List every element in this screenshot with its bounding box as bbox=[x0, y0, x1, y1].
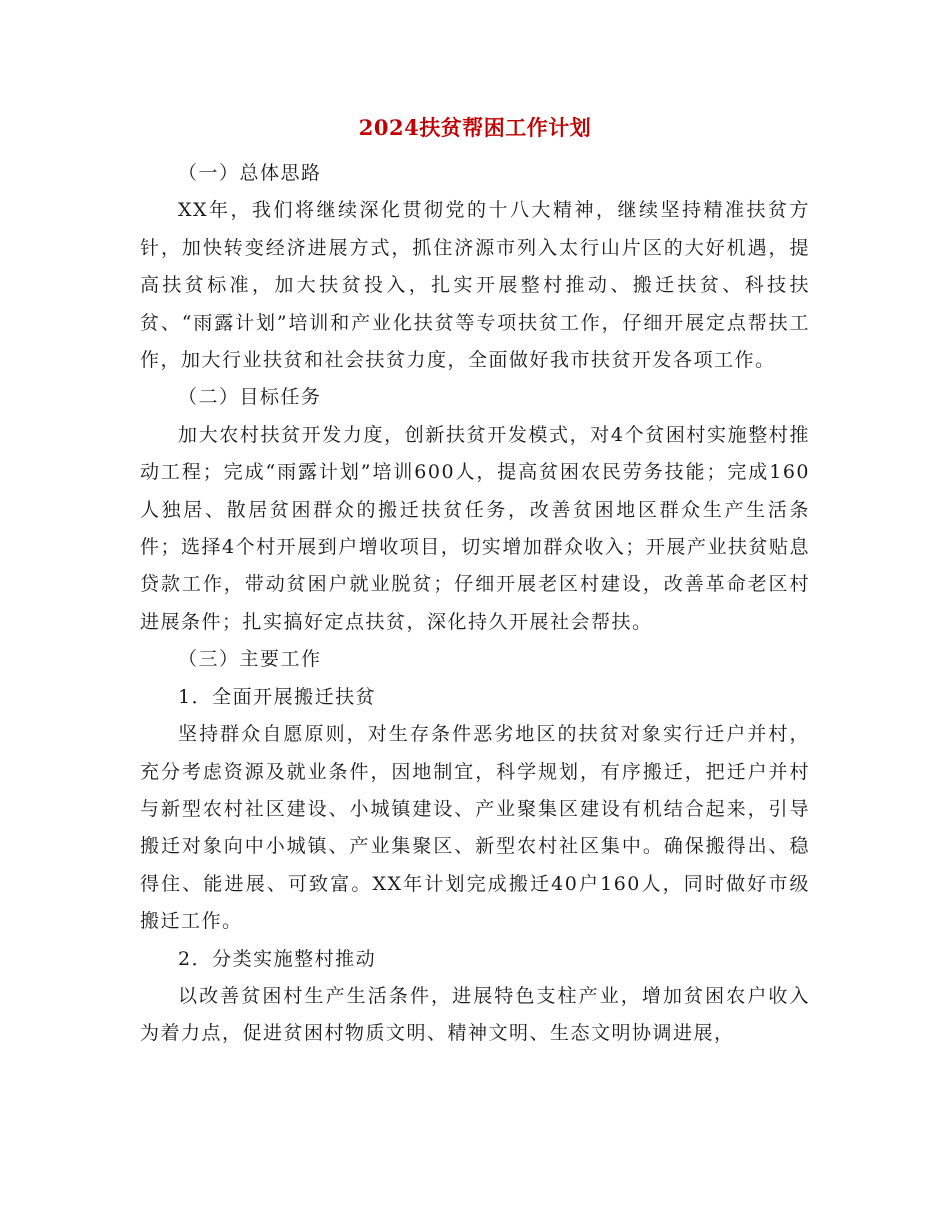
section-heading-goals: （二）目标任务 bbox=[178, 386, 322, 409]
document-title: 2024扶贫帮困工作计划 bbox=[358, 115, 592, 140]
section-heading-overall-approach: （一）总体思路 bbox=[178, 162, 322, 184]
subsection-body-village-promotion: 以改善贫困村生产生活条件，进展特色支柱产业，增加贫困农户收入为着力点，促进贫困村物质文明、精神文明、生态文明协调进展， bbox=[140, 984, 810, 1045]
subsection-heading-relocation: 1．全面开展搬迁扶贫 bbox=[178, 685, 377, 708]
section-heading-main-work: （三）主要工作 bbox=[178, 648, 322, 671]
section-body-overall-approach: XX年，我们将继续深化贯彻党的十八大精神，继续坚持精准扶贫方针，加快转变经济进展方式，抓住济源市列入太行山片区的大好机遇，提高扶贫标准，加大扶贫投入，扎实开展整村推动、搬迁扶贫、科技扶贫、“雨露计划”培训和产业化扶贫等专项扶贫工作，仔细开展定点帮扶工作，加大行业扶贫和社会扶贫力度，全面做好我市扶贫开发各项工作。 bbox=[140, 199, 810, 372]
subsection-heading-village-promotion: 2．分类实施整村推动 bbox=[178, 947, 377, 970]
section-body-goals: 加大农村扶贫开发力度，创新扶贫开发模式，对4个贫困村实施整村推动工程；完成“雨露计划”培训600人，提高贫困农民劳务技能；完成160人独居、散居贫困群众的搬迁扶贫任务，改善贫困地区群众生产生活条件；选择4个村开展到户增收项目，切实增加群众收入；开展产业扶贫贴息贷款工作，带动贫困户就业脱贫；仔细开展老区村建设，改善革命老区村进展条件；扎实搞好定点扶贫，深化持久开展社会帮扶。 bbox=[140, 423, 810, 633]
subsection-body-relocation: 坚持群众自愿原则，对生存条件恶劣地区的扶贫对象实行迁户并村，充分考虑资源及就业条件，因地制宜，科学规划，有序搬迁，把迁户并村与新型农村社区建设、小城镇建设、产业聚集区建设有机结合起来，引导搬迁对象向中小城镇、产业集聚区、新型农村社区集中。确保搬得出、稳得住、能进展、可致富。XX年计划完成搬迁40户160人，同时做好市级搬迁工作。 bbox=[140, 723, 810, 933]
